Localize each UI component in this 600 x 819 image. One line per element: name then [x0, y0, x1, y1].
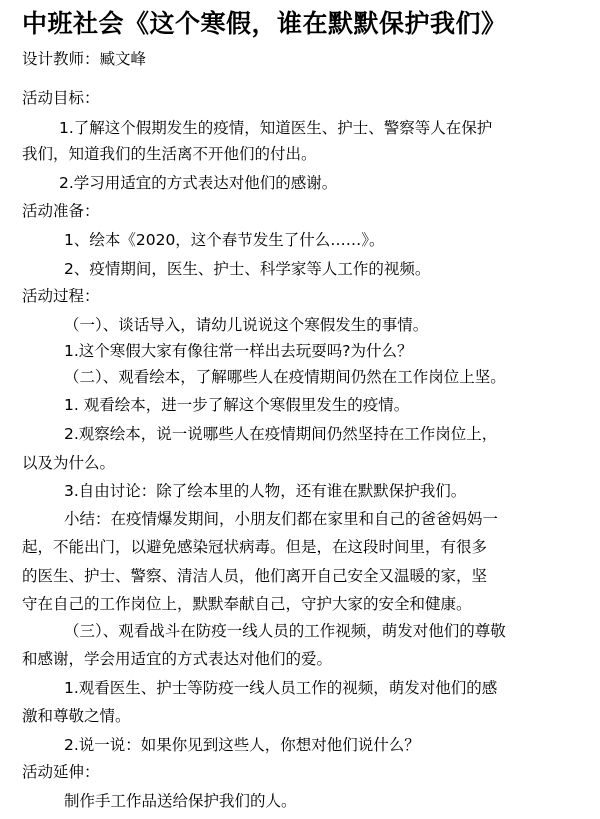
- process-heading: 活动过程：: [22, 287, 100, 305]
- summary-line-4: 守在自己的工作岗位上，默默奉献自己，守护大家的安全和健康。: [22, 595, 472, 613]
- step-3-title-line-1: （三）、观看战斗在防疫一线人员的工作视频，萌发对他们的尊敬: [64, 622, 506, 640]
- summary-line-2: 起，不能出门，以避免感染冠状病毒。但是，在这段时间里，有很多: [22, 538, 488, 556]
- extension-item-1: 制作手工作品送给保护我们的人。: [64, 792, 297, 810]
- step-1-question: 1.这个寒假大家有像往常一样出去玩耍吗?为什么？: [64, 342, 413, 360]
- prep-item-1: 1、绘本《2020，这个春节发生了什么……》。: [64, 231, 385, 249]
- document-title: 中班社会《这个寒假，谁在默默保护我们》: [22, 9, 507, 38]
- prep-item-2: 2、疫情期间，医生、护士、科学家等人工作的视频。: [64, 260, 431, 278]
- step-2-item-2-line-1: 2.观察绘本，说一说哪些人在疫情期间仍然坚持在工作岗位上，: [64, 425, 498, 443]
- step-3-title-line-2: 和感谢，学会用适宜的方式表达对他们的爱。: [22, 650, 333, 668]
- goal-2: 2.学习用适宜的方式表达对他们的感谢。: [59, 174, 338, 192]
- step-3-item-1-line-1: 1.观看医生、护士等防疫一线人员工作的视频，萌发对他们的感: [64, 679, 498, 697]
- designer-line: 设计教师：臧文峰: [22, 50, 147, 68]
- step-1-title: （一）、谈话导入，请幼儿说说这个寒假发生的事情。: [64, 316, 429, 334]
- step-2-item-3: 3.自由讨论：除了绘本里的人物，还有谁在默默保护我们。: [64, 482, 467, 500]
- step-2-item-1: 1. 观看绘本，进一步了解这个寒假里发生的疫情。: [64, 396, 410, 414]
- step-2-item-2-line-2: 以及为什么。: [22, 454, 116, 472]
- extension-heading: 活动延伸：: [22, 763, 100, 781]
- goal-1-line-1: 1.了解这个假期发生的疫情，知道医生、护士、警察等人在保护: [59, 119, 493, 137]
- goals-heading: 活动目标：: [22, 89, 100, 107]
- goal-1-line-2: 我们，知道我们的生活离不开他们的付出。: [22, 145, 317, 163]
- step-2-title: （二）、观看绘本，了解哪些人在疫情期间仍然在工作岗位上坚。: [64, 368, 506, 386]
- prep-heading: 活动准备：: [22, 202, 100, 220]
- summary-line-1: 小结：在疫情爆发期间，小朋友们都在家里和自己的爸爸妈妈一: [64, 510, 499, 528]
- step-3-item-2: 2.说一说：如果你见到这些人，你想对他们说什么？: [64, 736, 420, 754]
- step-3-item-1-line-2: 激和尊敬之情。: [22, 707, 131, 725]
- summary-line-3: 的医生、护士、警察、清洁人员，他们离开自己安全又温暖的家，坚: [22, 567, 488, 585]
